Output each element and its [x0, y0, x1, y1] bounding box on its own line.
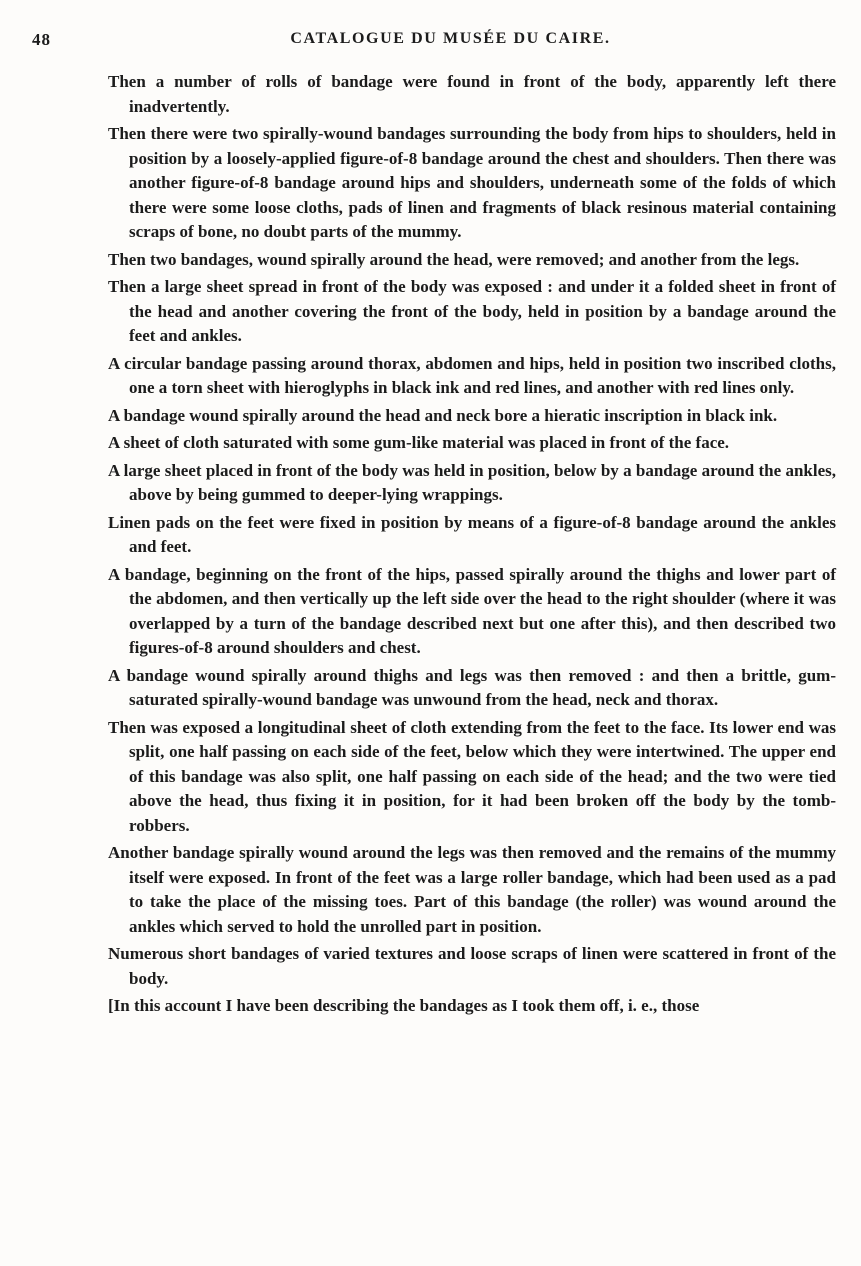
running-title: CATALOGUE DU MUSÉE DU CAIRE.	[290, 30, 611, 47]
paragraph: A large sheet placed in front of the body was held in position, below by a bandage around the ankles, above by being gummed to deeper-lying wrappings.	[108, 460, 836, 504]
paragraph: A bandage, beginning on the front of the hips, passed spirally around the thighs and lower part of the abdomen, and then vertically up the left side over the head to the right shoulder (where it was overlapped by a turn of the bandage described next but one after this), and then described two figures-of-8 around shoulders and chest.	[108, 564, 836, 657]
paragraph: Linen pads on the feet were fixed in position by means of a figure-of-8 bandage around the ankles and feet.	[108, 512, 836, 556]
paragraph: Then a number of rolls of bandage were found in front of the body, apparently left there inadvertently.	[108, 72, 836, 116]
paragraph: Numerous short bandages of varied textures and loose scraps of linen were scattered in front of the body.	[108, 944, 836, 988]
paragraph: Then there were two spirally-wound bandages surrounding the body from hips to shoulders, held in position by a loosely-applied figure-of-8 bandage around the chest and shoulders. Then there was another figure-of-8 bandage around hips and shoulders, underneath some of the folds of which there were some loose cloths, pads of linen and fragments of black resinous material containing scraps of bone, no doubt parts of the mummy.	[108, 124, 836, 241]
paragraph: A circular bandage passing around thorax, abdomen and hips, held in position two inscribed cloths, one a torn sheet with hieroglyphs in black ink and red lines, and another with red lines only.	[108, 353, 836, 397]
paragraph: [In this account I have been describing the bandages as I took them off, i. e., those	[108, 996, 700, 1015]
paragraph: A sheet of cloth saturated with some gum-like material was placed in front of the face.	[108, 433, 730, 452]
paragraph: Another bandage spirally wound around the legs was then removed and the remains of the mummy itself were exposed. In front of the feet was a large roller bandage, which had been used as a pad to take the place of the missing toes. Part of this bandage (the roller) was wound around the ankles which served to hold the unrolled part in position.	[108, 843, 836, 936]
page-header	[0, 30, 861, 58]
paragraph: Then was exposed a longitudinal sheet of cloth extending from the feet to the face. Its lower end was split, one half passing on each side of the feet, below which they were intertwined. The upper end of this bandage was also split, one half passing on each side of the head; and the two were tied above the head, thus fixing it in position, for it had been broken off the body by the tomb-robbers.	[108, 717, 836, 835]
paragraph: A bandage wound spirally around the head and neck bore a hieratic inscription in black ink.	[108, 405, 778, 425]
body-text	[108, 70, 836, 1019]
paragraph: A bandage wound spirally around thighs and legs was then removed : and then a brittle, gum-saturated spirally-wound bandage was unwound from the head, neck and thorax.	[108, 665, 836, 709]
paragraph: Then a large sheet spread in front of the body was exposed : and under it a folded sheet in front of the head and another covering the front of the body, held in position by a bandage around the feet and ankles.	[108, 277, 836, 345]
paragraph: Then two bandages, wound spirally around the head, were removed; and another from the legs.	[108, 249, 800, 269]
page-number: 48	[32, 30, 51, 49]
